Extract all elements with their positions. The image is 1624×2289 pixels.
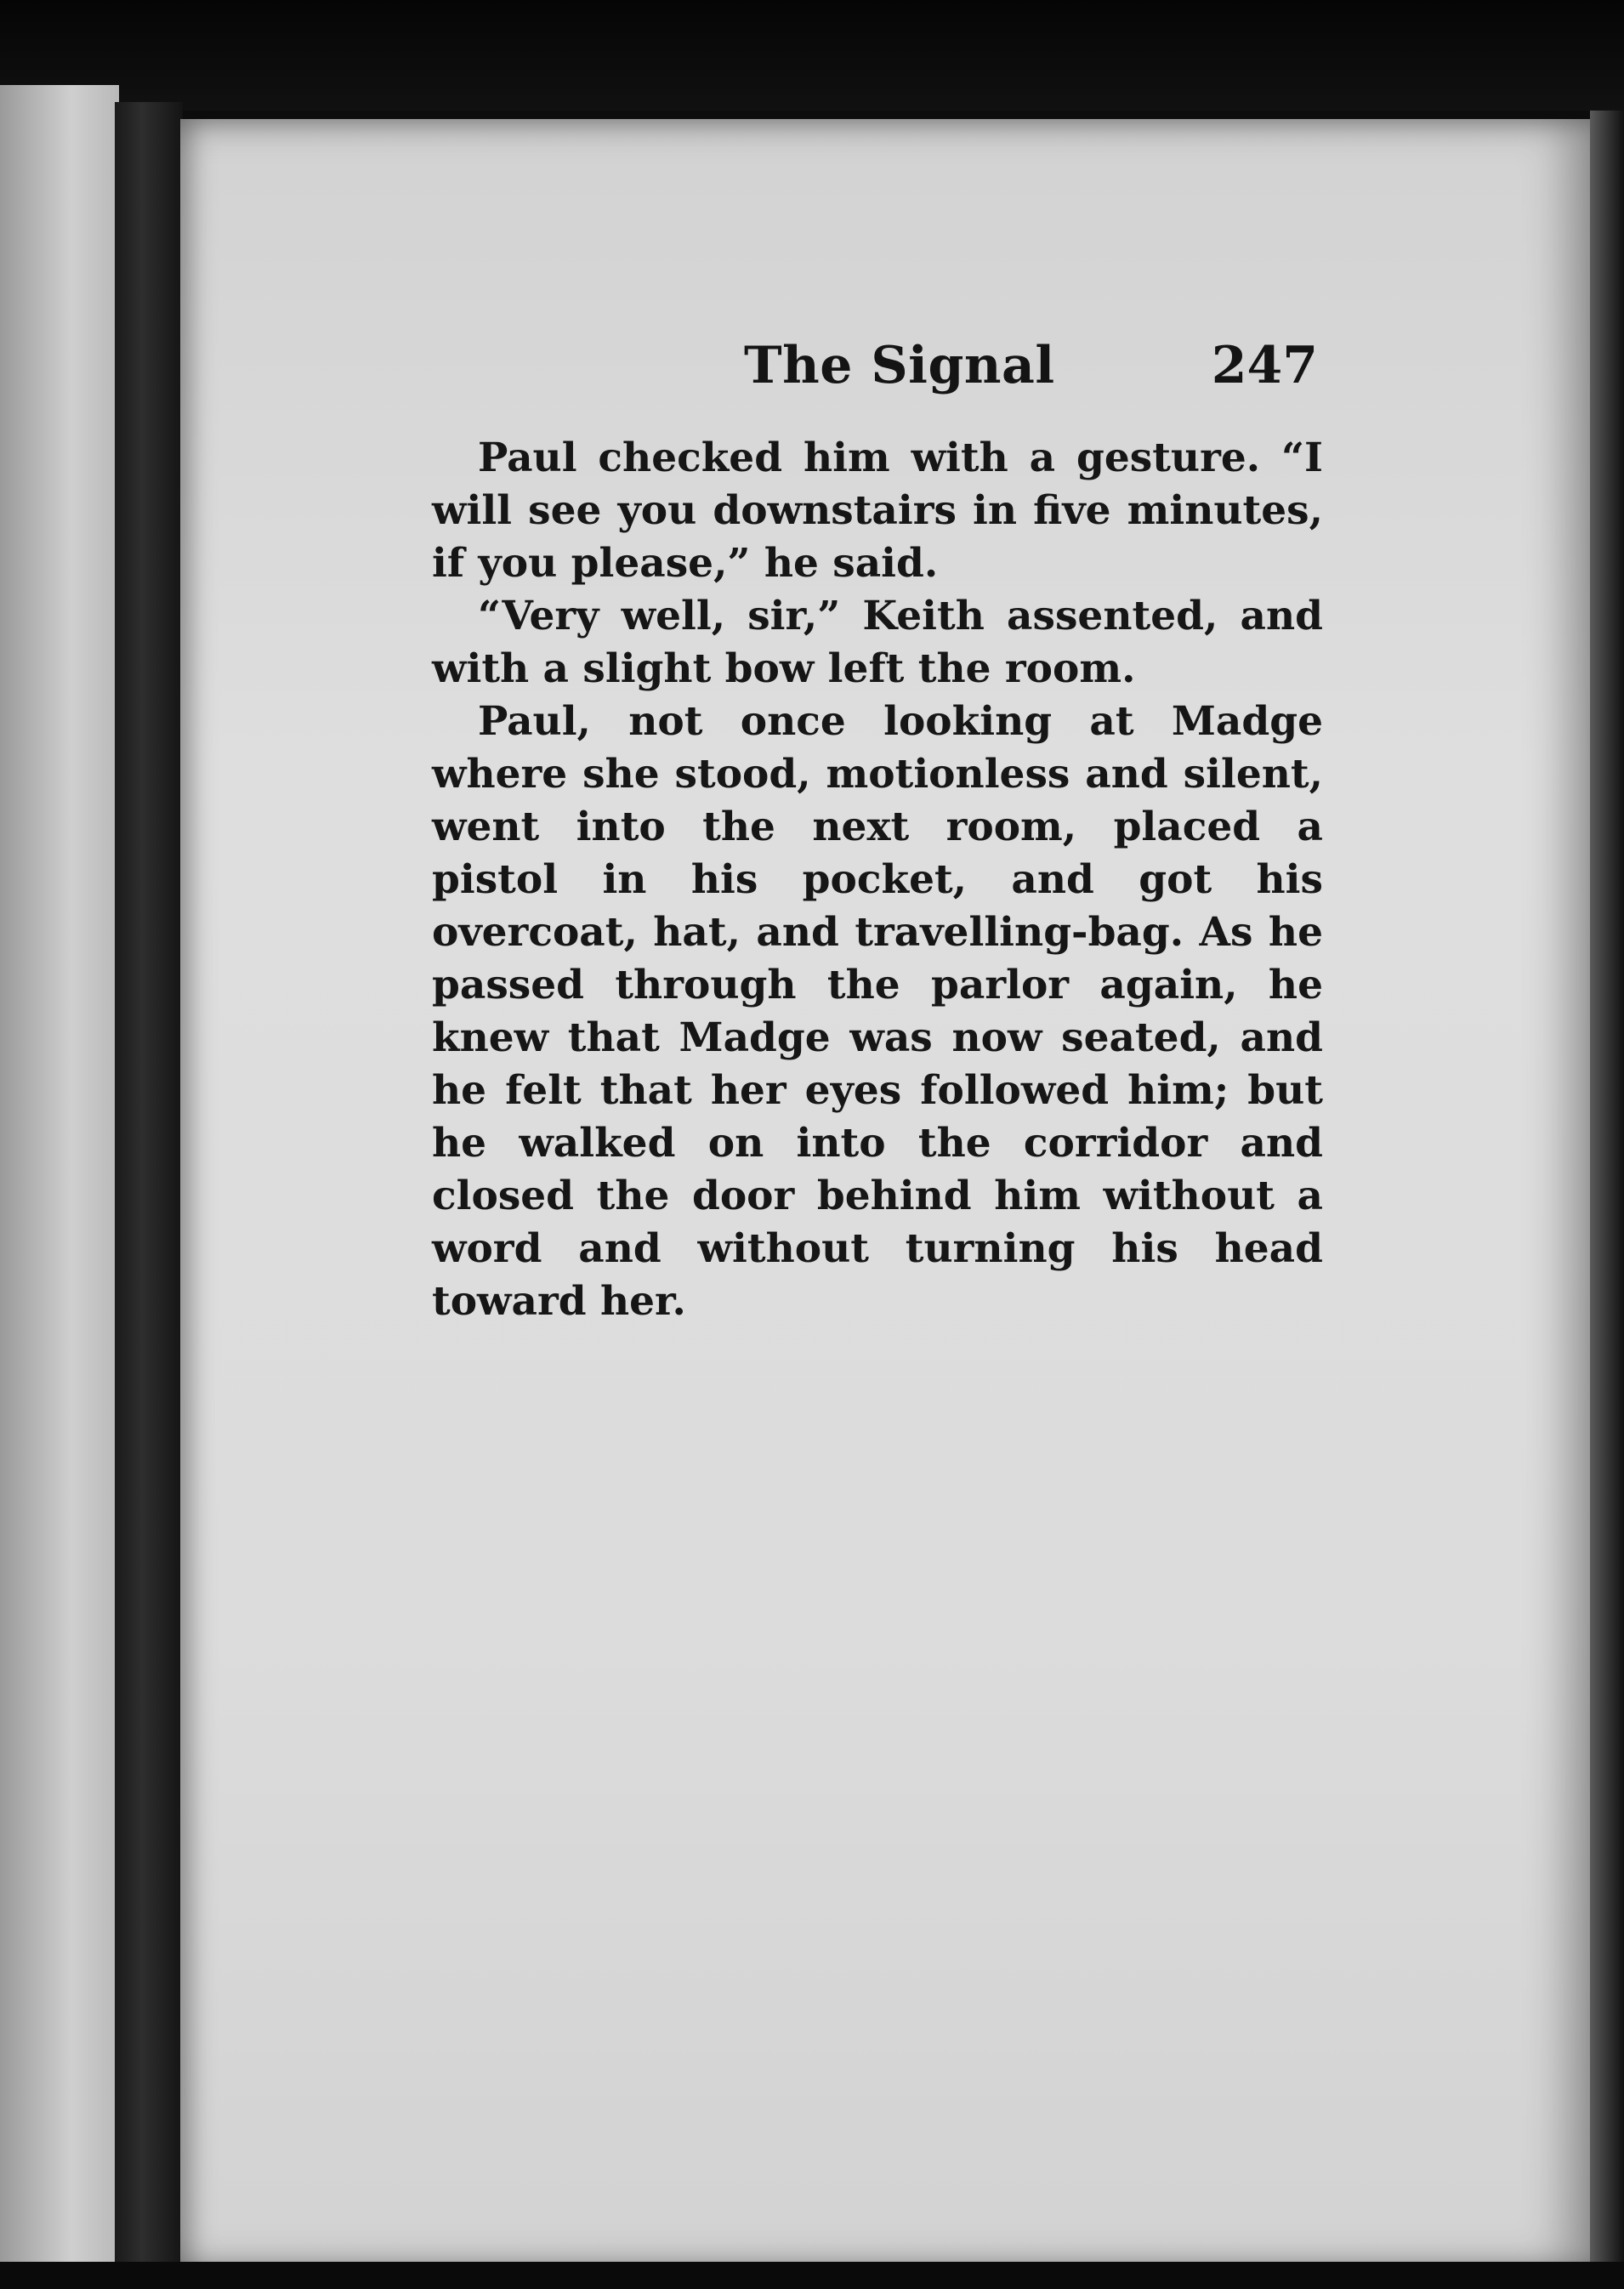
page-body [432, 432, 1323, 1328]
page-number: 247 [1211, 336, 1318, 395]
scan-right-edge [1590, 111, 1624, 2270]
paragraph: Paul checked him with a gesture. “I will see you downstairs in five minutes, if you please,” he said. [432, 435, 1323, 587]
scan-top-shadow [0, 0, 1624, 111]
scan-bottom-shadow [0, 2262, 1624, 2289]
facing-page-edge [0, 85, 119, 2262]
paragraph: Paul, not once looking at Madge where she stood, motionless and silent, went into the next room, placed a pistol in his pocket, and got his overcoat, hat, and travelling-bag. As he passed through the parlor again, he knew that Madge was now seated, and he felt that her eyes followed him; but he walked on into the corridor and closed the door behind him without a word and without turning his head toward her. [432, 698, 1323, 1325]
running-title: The Signal [744, 336, 1055, 395]
page-header [429, 336, 1322, 404]
paragraph: “Very well, sir,” Keith assented, and with a slight bow left the room. [432, 593, 1323, 692]
book-binding [115, 102, 183, 2270]
